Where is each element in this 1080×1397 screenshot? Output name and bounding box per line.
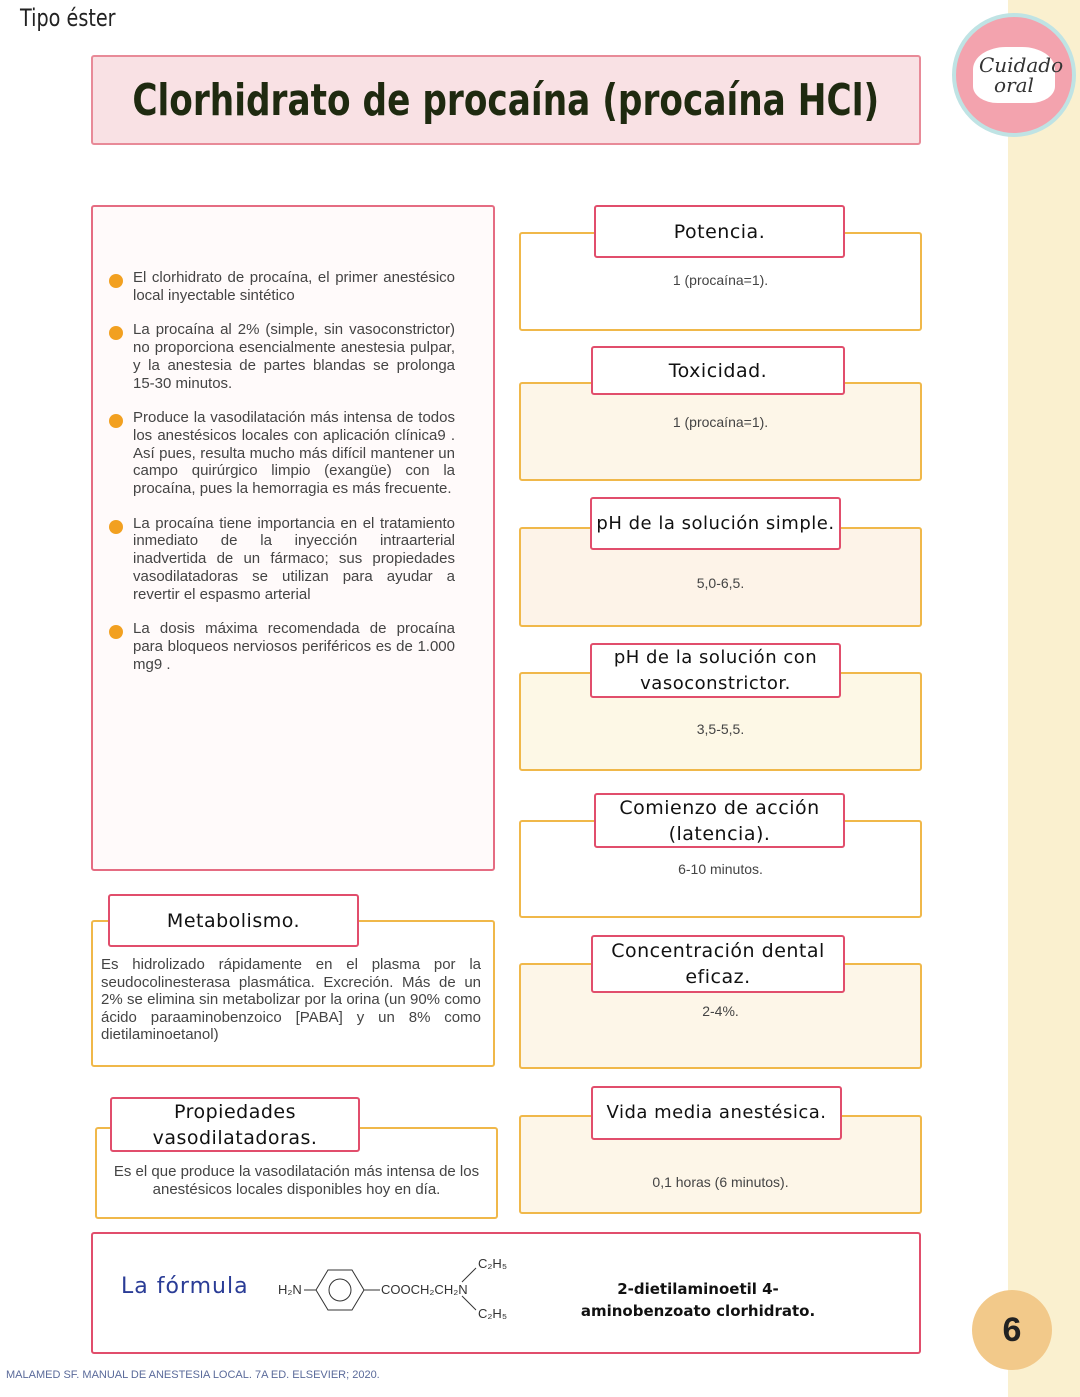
ethyl-bottom: C₂H₅ bbox=[478, 1306, 508, 1321]
latencia-header: Comienzo de acción (latencia). bbox=[594, 793, 845, 848]
toxicidad-value: 1 (procaína=1). bbox=[672, 414, 769, 430]
potencia-header: Potencia. bbox=[594, 205, 845, 258]
bullet-text: La dosis máxima recomendada de procaína para bloqueos nerviosos periféricos es de 1.000 mg9 . bbox=[133, 620, 455, 673]
formula-box bbox=[91, 1232, 921, 1354]
bullet-icon bbox=[109, 274, 123, 288]
bullet-icon bbox=[109, 520, 123, 534]
metabolismo-header: Metabolismo. bbox=[108, 894, 359, 947]
logo bbox=[952, 13, 1076, 137]
bullet-icon bbox=[109, 625, 123, 639]
bullet-text: La procaína al 2% (simple, sin vasoconstrictor) no proporciona esencialmente anestesia pulpar, y la anestesia de partes blandas se prolonga 15-30 minutos. bbox=[133, 321, 455, 392]
list-item bbox=[133, 321, 455, 392]
logo-text: Cuidado oral bbox=[973, 47, 1055, 103]
vida-media-value: 0,1 horas (6 minutos). bbox=[652, 1173, 789, 1190]
latencia-value: 6-10 minutos. bbox=[678, 861, 763, 877]
vida-media-header: Vida media anestésica. bbox=[591, 1086, 842, 1140]
concentracion-value: 2-4%. bbox=[702, 1003, 739, 1019]
concentracion-header: Concentración dental eficaz. bbox=[591, 935, 845, 993]
bullet-text: El clorhidrato de procaína, el primer anestésico local inyectable sintético bbox=[133, 269, 455, 304]
bullet-icon bbox=[109, 326, 123, 340]
metabolismo-text: Es hidrolizado rápidamente en el plasma por la seudocolinesterasa plasmática. Excreción. Más de un 2% se elimina sin metabolizar por la orina (un 90% como ácido paraaminobenzoico [PABA] y un 8% como dietilaminoetanol) bbox=[101, 956, 481, 1043]
bullet-list bbox=[133, 269, 455, 690]
reference: MALAMED SF. MANUAL DE ANESTESIA LOCAL. 7A ED. ELSEVIER; 2020. bbox=[6, 1369, 380, 1381]
amine-group: H₂N bbox=[278, 1282, 302, 1297]
structural-formula bbox=[278, 1256, 518, 1326]
chemical-name: 2-dietilaminoetil 4-aminobenzoato clorhidrato. bbox=[580, 1280, 816, 1320]
ph-simple-value: 5,0-6,5. bbox=[696, 575, 745, 591]
ph-vaso-header: pH de la solución con vasoconstrictor. bbox=[590, 643, 841, 698]
ethyl-top: C₂H₅ bbox=[478, 1256, 508, 1271]
page-number: 6 bbox=[972, 1290, 1052, 1370]
potencia-value: 1 (procaína=1). bbox=[672, 272, 769, 288]
section-label: Tipo éster bbox=[20, 4, 116, 32]
bullet-icon bbox=[109, 414, 123, 428]
toxicidad-header: Toxicidad. bbox=[591, 346, 845, 395]
propiedades-header: Propiedades vasodilatadoras. bbox=[110, 1097, 360, 1152]
description-box bbox=[91, 205, 495, 871]
side-strip bbox=[1008, 0, 1080, 1397]
list-item bbox=[133, 515, 455, 604]
ester-chain: COOCH₂CH₂N bbox=[381, 1282, 468, 1297]
list-item bbox=[133, 269, 455, 304]
bullet-text: Produce la vasodilatación más intensa de todos los anestésicos locales con aplicación clínica9 . Así pues, resulta mucho más difícil mantener un campo quirúrgico limpio (exangüe) con la procaína, pues la hemorragia es más frecuente. bbox=[133, 409, 455, 498]
list-item bbox=[133, 620, 455, 673]
title-box bbox=[91, 55, 921, 145]
toxicidad-box bbox=[519, 382, 922, 481]
page-title: Clorhidrato de procaína (procaína HCl) bbox=[132, 74, 880, 126]
list-item bbox=[133, 409, 455, 498]
ph-vaso-value: 3,5-5,5. bbox=[696, 720, 745, 737]
ph-simple-header: pH de la solución simple. bbox=[590, 497, 841, 550]
propiedades-text: Es el que produce la vasodilatación más intensa de los anestésicos locales disponibles hoy en día. bbox=[113, 1163, 480, 1198]
formula-label: La fórmula bbox=[121, 1274, 249, 1299]
bullet-text: La procaína tiene importancia en el tratamiento inmediato de la inyección intraarterial inadvertida de un fármaco; sus propiedades vasodilatadoras se utilizan para ayudar a revertir el espasmo arterial bbox=[133, 514, 455, 603]
